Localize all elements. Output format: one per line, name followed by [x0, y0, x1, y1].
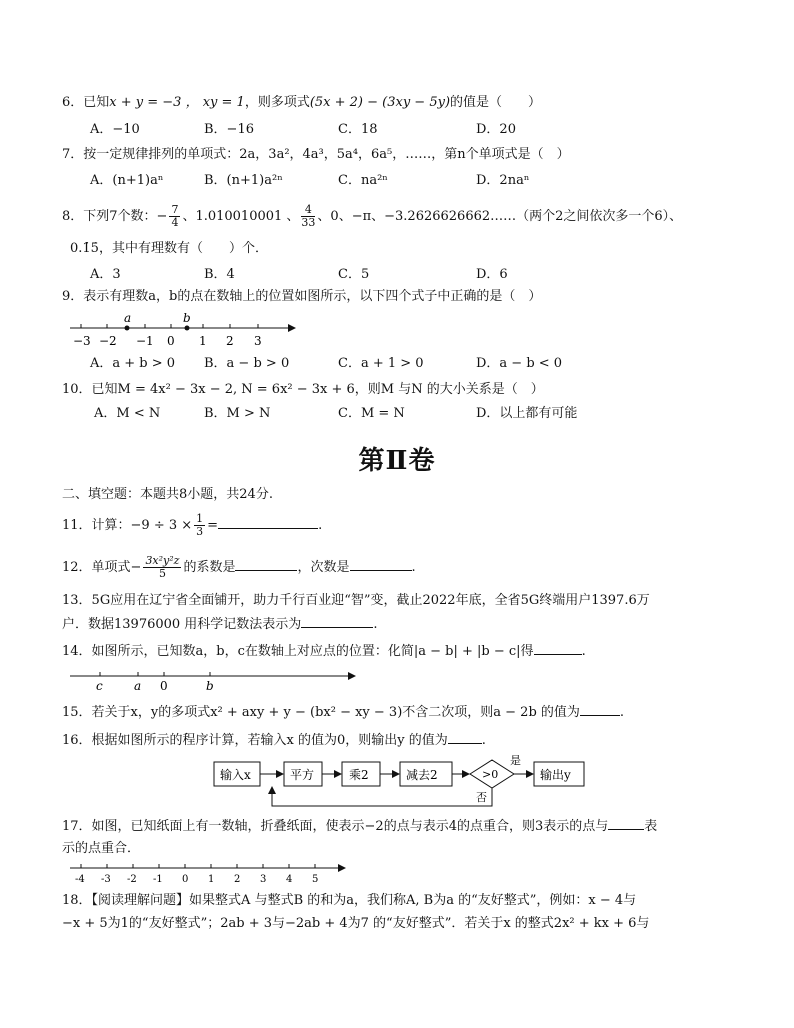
- fraction-4-33: $\frac{4}{33}$: [301, 203, 316, 229]
- q12-degree-blank[interactable]: [350, 558, 412, 571]
- q9-option-c: C．a + 1 > 0: [338, 356, 424, 371]
- q7-option-b: B．(n+1)a²ⁿ: [204, 173, 283, 188]
- question-11: 11．计算：−9 ÷ 3 × $\frac{1}{3}$ = .: [62, 512, 323, 538]
- flow-decision-text: >0: [482, 768, 499, 781]
- q9-number-line: [66, 308, 296, 352]
- q17-tick-label: -3: [101, 874, 111, 885]
- q6-option-a: A．−10: [90, 122, 140, 137]
- fraction-1-3: $\frac{1}{3}$: [196, 512, 204, 538]
- q9-tick-label: 3: [254, 334, 262, 348]
- q9-tick-label: 2: [226, 334, 234, 348]
- q14-label-b: b: [206, 679, 214, 693]
- section-title: 第Ⅱ卷: [358, 446, 436, 476]
- q8-option-a: A．3: [90, 267, 121, 282]
- question-8: 8．下列7个数：− $\frac{7}{4}$ 、1.010010001 、 $\frac{4}{33}$ 、0、−π、−3.2626626662……（两个2之间依次多一个6）、: [62, 203, 683, 229]
- q17-number-line: [66, 858, 346, 886]
- q9-tick-label: 0: [167, 334, 175, 348]
- q17-tick-label: 5: [312, 874, 319, 885]
- q9-tick-label: −2: [99, 334, 117, 348]
- q14-answer-blank[interactable]: [534, 642, 582, 655]
- flow-yes-label: 是: [510, 754, 521, 767]
- q7-option-a: A．(n+1)aⁿ: [90, 173, 164, 188]
- question-18: 18．【阅读理解问题】如果整式A 与整式B 的和为a，我们称A, B为a 的“友好整式”，例如：x − 4与: [62, 893, 637, 908]
- q8-option-d: D．6: [476, 267, 508, 282]
- q14-label-c: c: [96, 679, 103, 693]
- q9-option-a: A．a + b > 0: [90, 356, 176, 371]
- q17-tick-label: 2: [234, 874, 241, 885]
- q9-point-b: [185, 326, 190, 331]
- q7-option-c: C．na²ⁿ: [338, 173, 388, 188]
- q17-tick-label: 3: [260, 874, 267, 885]
- q9-option-d: D．a − b < 0: [476, 356, 563, 371]
- q17-tick-label: -4: [75, 874, 85, 885]
- q9-tick-label: −3: [73, 334, 91, 348]
- question-13: 13．5G应用在辽宁省全面铺开，助力千行百业迎“智”变，截止2022年底，全省5G终端用户1397.6万: [62, 593, 650, 608]
- q6-option-d: D．20: [476, 122, 516, 137]
- q9-tick-label: 1: [199, 334, 207, 348]
- question-7: 7．按一定规律排列的单项式：2a，3a²，4a³，5a⁴，6a⁵，……，第n个单项式是（ ）: [62, 147, 570, 162]
- q8-option-c: C．5: [338, 267, 370, 282]
- question-17-line2: 示的点重合．: [62, 841, 141, 856]
- q9-label-a: a: [124, 311, 132, 325]
- question-14: 14．如图所示，已知数a，b，c在数轴上对应点的位置：化简|a − b| + |b − c|得 .: [62, 644, 586, 659]
- q10-option-a: A．M < N: [94, 406, 161, 421]
- flow-no-label: 否: [476, 791, 487, 804]
- q6-option-c: C．18: [338, 122, 378, 137]
- q10-option-c: C．M = N: [338, 406, 405, 421]
- q9-label-b: b: [183, 311, 191, 325]
- fraction-monomial: $\frac{\text{3x²y²z}}{5}$: [145, 554, 180, 580]
- q17-tick-label: -2: [127, 874, 137, 885]
- q17-tick-label: 4: [286, 874, 293, 885]
- q17-tick-label: -1: [153, 874, 163, 885]
- flow-subtract-text: 减去2: [406, 768, 438, 782]
- q16-answer-blank[interactable]: [448, 731, 482, 744]
- q9-ticks: [81, 324, 258, 328]
- question-16: 16．根据如图所示的程序计算，若输入x 的值为0，则输出y 的值为 .: [62, 733, 486, 748]
- q10-option-d: D．以上都有可能: [476, 406, 578, 421]
- question-10: 10．已知M = 4x² − 3x − 2, N = 6x² − 3x + 6，则M 与N 的大小关系是（ ）: [62, 382, 544, 397]
- question-18-line2: −x + 5为1的“友好整式”；2ab + 3与−2ab + 4为7 的“友好整式”．若关于x 的整式2x² + kx + 6与: [62, 916, 650, 931]
- question-8-line2: 0.1̇5̇，其中有理数有（ ）个．: [70, 241, 268, 256]
- q14-label-a: a: [134, 679, 142, 693]
- question-12: 12．单项式− $\frac{\text{3x²y²z}}{5}$ 的系数是 ，次数是 .: [62, 554, 416, 580]
- q16-flowchart: [210, 752, 590, 810]
- q7-option-d: D．2naⁿ: [476, 173, 530, 188]
- q11-answer-blank[interactable]: [218, 516, 318, 529]
- question-17: 17．如图，已知纸面上有一数轴，折叠纸面，使表示−2的点与表示4的点重合，则3表示的点与 表: [62, 819, 658, 834]
- question-9: 9．表示有理数a，b的点在数轴上的位置如图所示，以下四个式子中正确的是（ ）: [62, 289, 542, 304]
- fraction-7-4: $\frac{7}{4}$: [171, 203, 179, 229]
- q8-option-b: B．4: [204, 267, 235, 282]
- q15-answer-blank[interactable]: [580, 703, 620, 716]
- section-two-heading: 二、填空题：本题共8小题，共24分.: [62, 487, 273, 502]
- flow-multiply-text: 乘2: [349, 768, 369, 782]
- flow-square-text: 平方: [290, 768, 315, 782]
- q9-tick-label: −1: [136, 334, 154, 348]
- q13-answer-blank[interactable]: [301, 615, 373, 628]
- q6-option-b: B．−16: [204, 122, 254, 137]
- q14-label-0: 0: [160, 679, 168, 693]
- question-6: 6．已知x + y = −3 ， xy = 1，则多项式(5x + 2) − (3xy − 5y)的值是（ ）: [62, 95, 542, 110]
- q9-option-b: B．a − b > 0: [204, 356, 290, 371]
- q17-answer-blank[interactable]: [608, 817, 644, 830]
- q9-point-a: [125, 326, 130, 331]
- q12-coefficient-blank[interactable]: [235, 558, 297, 571]
- q10-option-b: B．M > N: [204, 406, 271, 421]
- q17-tick-label: 1: [208, 874, 215, 885]
- q14-number-line: [66, 664, 356, 694]
- q17-tick-label: 0: [182, 874, 189, 885]
- flow-input-text: 输入x: [220, 768, 251, 782]
- flow-output-text: 输出y: [540, 768, 571, 782]
- question-13-line2: 户．数据13976000 用科学记数法表示为 .: [62, 617, 378, 632]
- question-15: 15．若关于x，y的多项式x² + axy + y − (bx² − xy − 3)不含二次项，则a − 2b 的值为 .: [62, 705, 625, 720]
